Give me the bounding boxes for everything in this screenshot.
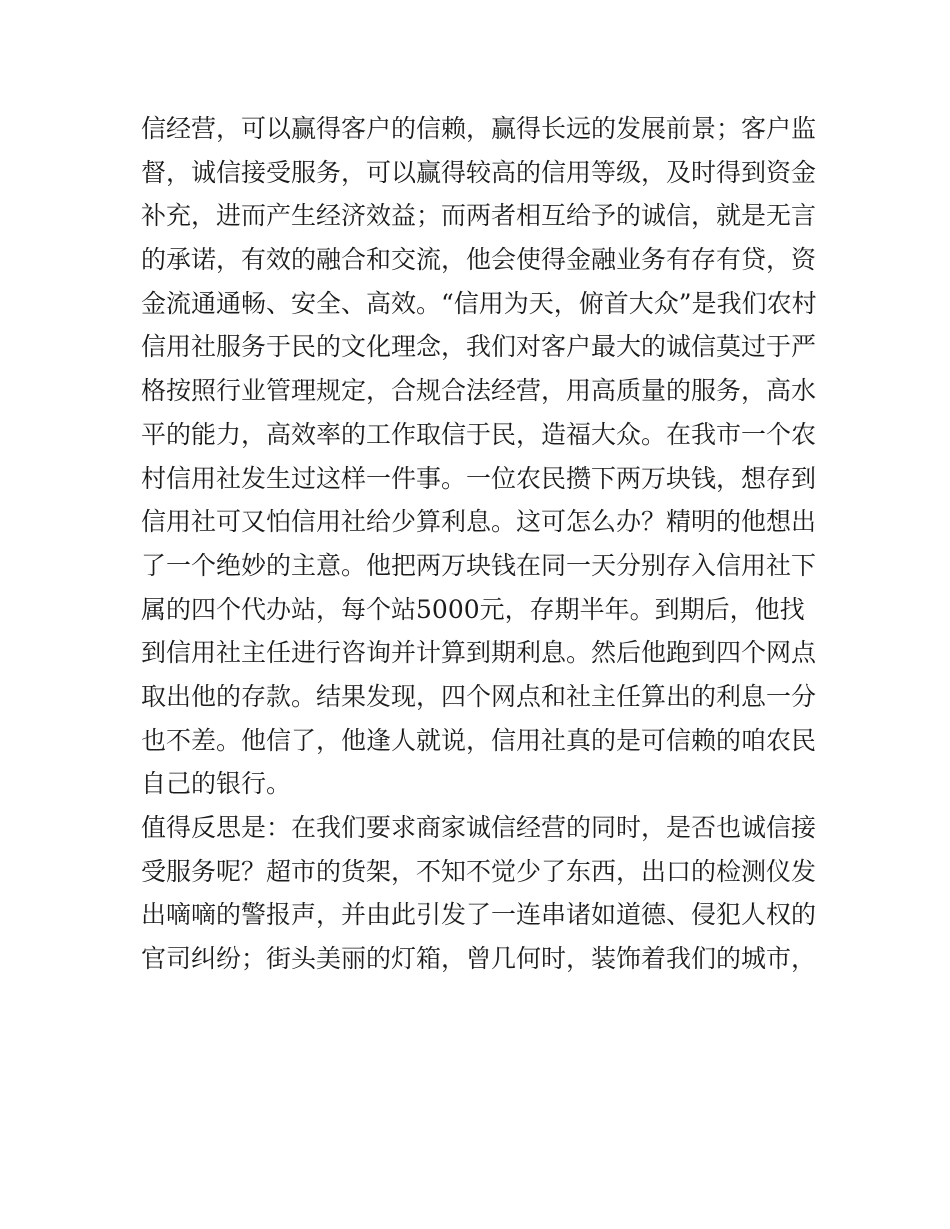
text-line: 格按照行业管理规定，合规合法经营，用高质量的服务，高水 [141,376,817,406]
text-line: 官司纠纷；街头美丽的灯箱，曾几何时，装饰着我们的城市， [141,944,817,974]
text-line: 到信用社主任进行咨询并计算到期利息。然后他跑到四个网点 [141,638,817,668]
text-line: 村信用社发生过这样一件事。一位农民攒下两万块钱，想存到 [141,463,817,493]
text-line: 的承诺，有效的融合和交流，他会使得金融业务有存有贷，资 [141,245,817,275]
text-line: 补充，进而产生经济效益；而两者相互给予的诚信，就是无言 [141,201,817,231]
text-line: 督，诚信接受服务，可以赢得较高的信用等级，及时得到资金 [141,157,817,187]
text-line: 金流通通畅、安全、高效。“信用为天，俯首大众”是我们农村 [141,288,817,318]
text-line: 自己的银行。 [141,769,292,799]
text-line: 平的能力，高效率的工作取信于民，造福大众。在我市一个农 [141,419,817,449]
text-line: 信经营，可以赢得客户的信赖，赢得长远的发展前景；客户监 [141,114,817,143]
text-line: 值得反思是：在我们要求商家诚信经营的同时，是否也诚信接 [141,813,817,842]
text-line: 了一个绝妙的主意。他把两万块钱在同一天分别存入信用社下 [141,550,817,580]
text-line: 信用社可又怕信用社给少算利息。这可怎么办？精明的他想出 [141,507,817,537]
text-line: 取出他的存款。结果发现，四个网点和社主任算出的利息一分 [141,681,817,711]
text-line: 属的四个代办站，每个站5000元，存期半年。到期后，他找 [141,594,805,624]
text-line: 也不差。他信了，他逢人就说，信用社真的是可信赖的咱农民 [141,725,817,755]
text-line: 受服务呢？超市的货架，不知不觉少了东西，出口的检测仪发 [141,856,817,886]
text-line: 出嘀嘀的警报声，并由此引发了一连串诸如道德、侵犯人权的 [141,900,817,930]
body-text [141,107,821,981]
text-line: 信用社服务于民的文化理念，我们对客户最大的诚信莫过于严 [141,332,817,362]
